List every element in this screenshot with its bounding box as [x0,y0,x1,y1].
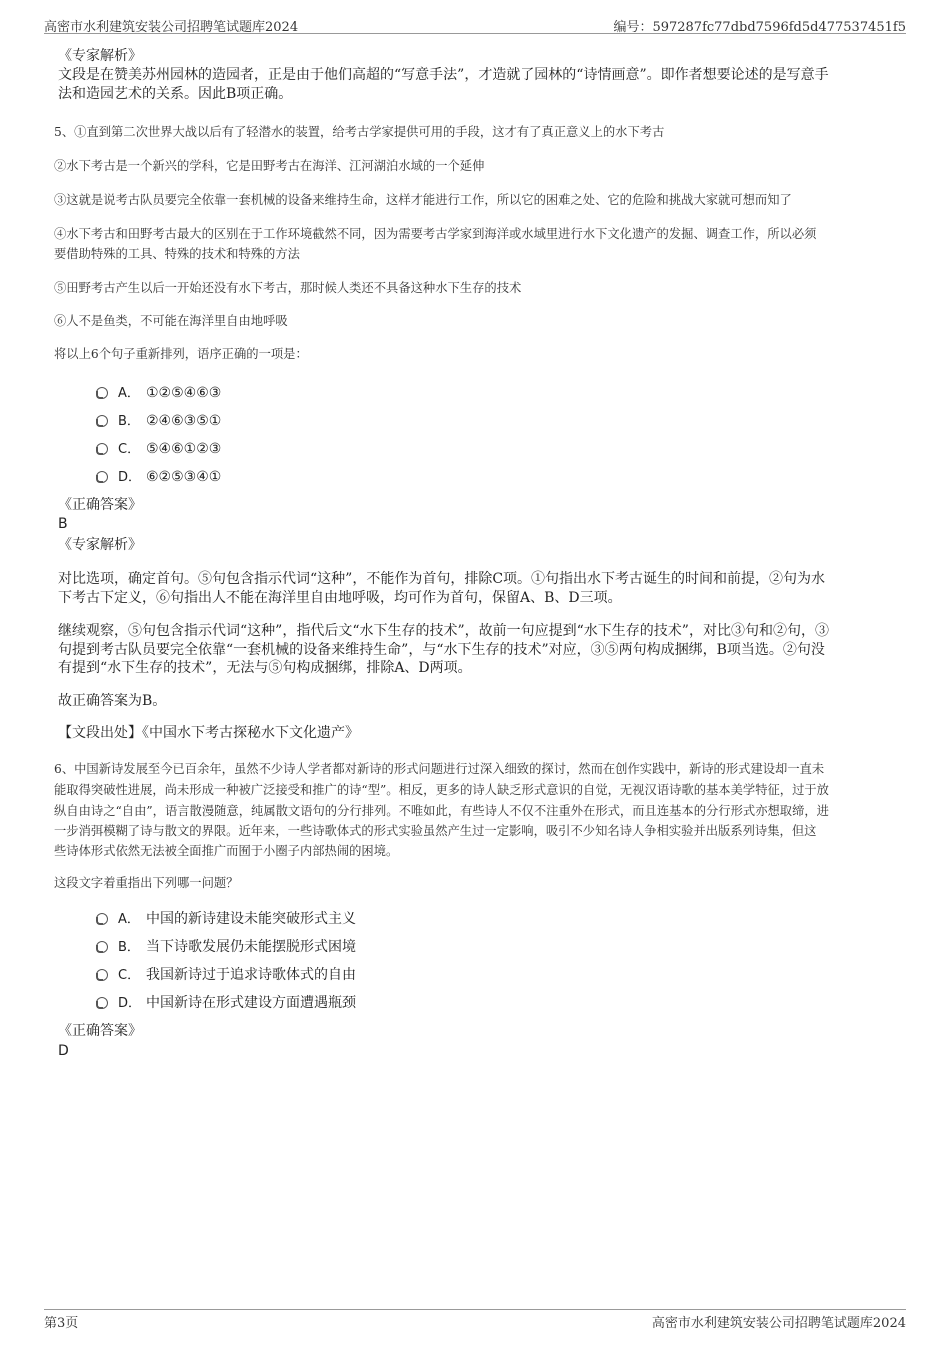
q5-analysis-p2c: 有提到“水下生存的技术”，无法与⑤句构成捆绑，排除A、D两项。 [58,660,472,676]
radio-icon[interactable] [96,415,108,427]
q6-text-2: 能取得突破性进展，尚未形成一种被广泛接受和推广的诗“型”。相反，更多的诗人缺乏形式意识的自觉，无视汉语诗歌的基本美学特征，过于放 [54,783,829,797]
q6-text-5: 些诗体形式依然无法被全面推广而囿于小圈子内部热闹的困境。 [54,844,399,858]
prev-analysis-label: 《专家解析》 [58,48,142,64]
q5-analysis-p1a: 对比选项，确定首句。⑤句包含指示代词“这种”，不能作为首句，排除C项。①句指出水下考古诞生的时间和前提，②句为水 [58,571,826,587]
q5-sentence-2: ②水下考古是一个新兴的学科，它是田野考古在海洋、江河湖泊水域的一个延伸 [54,159,485,173]
q5-analysis-p2b: 句提到考古队员要完全依靠“一套机械的设备来维持生命”，与“水下生存的技术”对应，③⑤两句构成捆绑，B项当选。②句没 [58,642,825,658]
q6-option-c[interactable]: C． 我国新诗过于追求诗歌体式的自由 [96,965,356,986]
q5-sentence-3: ③这就是说考古队员要完全依靠一套机械的设备来维持生命，这样才能进行工作，所以它的困难之处、它的危险和挑战大家就可想而知了 [54,193,792,207]
radio-icon[interactable] [96,443,108,455]
radio-icon[interactable] [96,941,108,953]
radio-icon[interactable] [96,913,108,925]
q5-option-c[interactable]: C． ⑤④⑥①②③ [96,439,221,460]
radio-icon[interactable] [96,387,108,399]
q5-option-a[interactable]: A． ①②⑤④⑥③ [96,383,221,404]
q5-option-d[interactable]: D． ⑥②⑤③④① [96,467,221,488]
prev-analysis-line-1: 文段是在赞美苏州园林的造园者，正是由于他们高超的“写意手法”，才造就了园林的“诗情画意”。即作者想要论述的是写意手 [58,67,829,83]
q5-analysis-p1b: 下考古下定义，⑥句指出人不能在海洋里自由地呼吸，均可作为首句，保留A、B、D三项。 [58,590,622,606]
q5-sentence-4b: 要借助特殊的工具、特殊的技术和特殊的方法 [54,247,300,261]
q5-analysis-p3: 故正确答案为B。 [58,693,167,709]
q6-option-d[interactable]: D． 中国新诗在形式建设方面遭遇瓶颈 [96,993,356,1014]
q6-text-1: 6、中国新诗发展至今已百余年，虽然不少诗人学者都对新诗的形式问题进行过深入细致的探讨，然而在创作实践中，新诗的形式建设却一直未 [54,762,825,776]
footer-page-number: 第3页 [44,1316,79,1331]
q6-text-4: 一步消弭模糊了诗与散文的界限。近年来，一些诗歌体式的形式实验虽然产生过一定影响，吸引不少知名诗人争相实验并出版系列诗集，但这 [54,824,817,838]
q5-sentence-1: 5、①直到第二次世界大战以后有了轻潜水的装置，给考古学家提供可用的手段，这才有了真正意义上的水下考古 [54,125,665,139]
radio-icon[interactable] [96,471,108,483]
q5-answer: B [58,516,68,532]
header-title: 高密市水利建筑安装公司招聘笔试题库2024 [44,20,299,35]
q6-option-a[interactable]: A． 中国的新诗建设未能突破形式主义 [96,909,356,930]
q6-prompt: 这段文字着重指出下列哪一问题？ [54,876,239,890]
q6-answer-label: 《正确答案》 [58,1023,142,1039]
footer-title: 高密市水利建筑安装公司招聘笔试题库2024 [651,1316,906,1331]
q5-sentence-5: ⑤田野考古产生以后一开始还没有水下考古，那时候人类还不具备这种水下生存的技术 [54,281,522,295]
q6-text-3: 纵自由诗之“自由”，语言散漫随意，纯属散文语句的分行排列。不唯如此，有些诗人不仅不注重外在形式，而且连基本的分行形式亦想取缔，进 [54,804,829,818]
q5-sentence-4a: ④水下考古和田野考古最大的区别在于工作环境截然不同，因为需要考古学家到海洋或水域里进行水下文化遗产的发掘、调查工作，所以必须 [54,227,817,241]
q5-sentence-6: ⑥人不是鱼类，不可能在海洋里自由地呼吸 [54,314,288,328]
radio-icon[interactable] [96,997,108,1009]
q5-option-b[interactable]: B． ②④⑥③⑤① [96,411,221,432]
q5-analysis-label: 《专家解析》 [58,537,142,553]
q5-source: 【文段出处】《中国水下考古探秘水下文化遗产》 [58,725,359,741]
header-serial: 编号：597287fc77dbd7596fd5d477537451f5 [613,20,906,35]
q6-option-b[interactable]: B． 当下诗歌发展仍未能摆脱形式困境 [96,937,356,958]
q5-analysis-p2a: 继续观察，⑤句包含指示代词“这种”，指代后文“水下生存的技术”，故前一句应提到“水下生存的技术”，对比③句和②句，③ [58,623,829,639]
footer-divider [44,1309,906,1310]
q6-answer: D [58,1043,69,1059]
header-divider [44,33,906,34]
q5-answer-label: 《正确答案》 [58,497,142,513]
q5-prompt: 将以上6个句子重新排列，语序正确的一项是： [54,347,308,361]
radio-icon[interactable] [96,969,108,981]
prev-analysis-line-2: 法和造园艺术的关系。因此B项正确。 [58,86,293,102]
